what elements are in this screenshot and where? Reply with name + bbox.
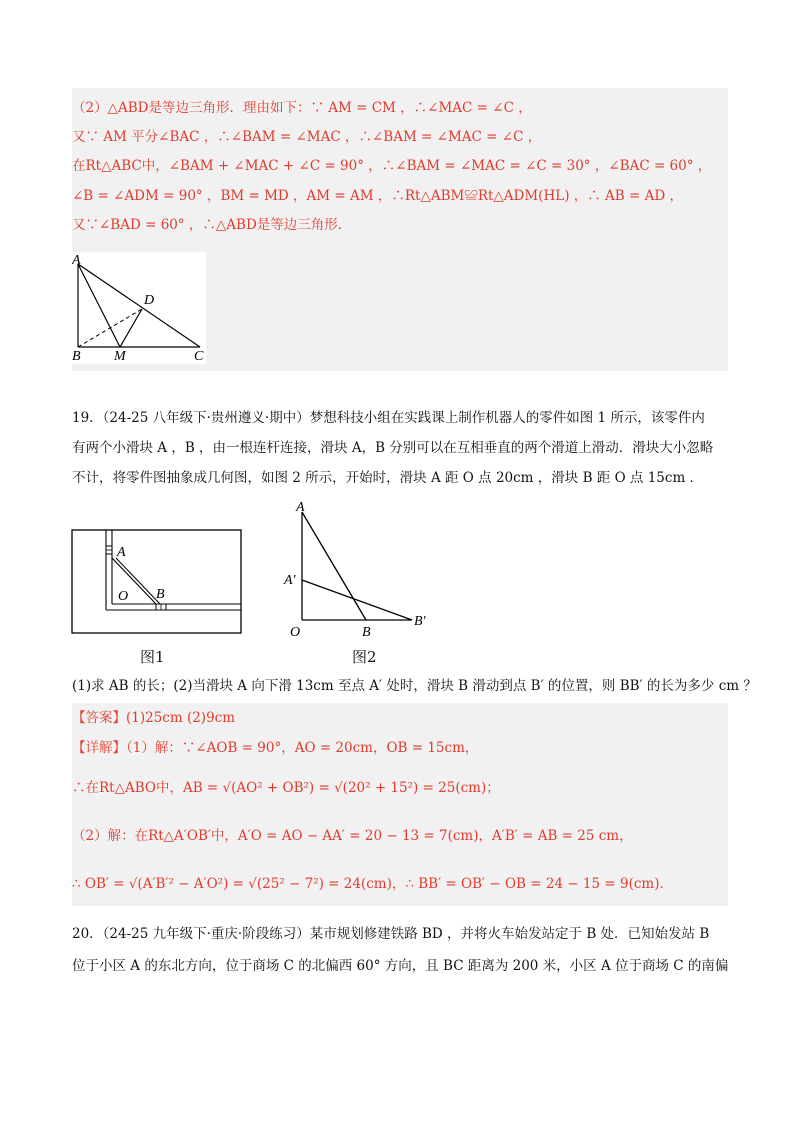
q19-line-1: 19．（24-25 八年级下·贵州遵义·期中）梦想科技小组在实践课上制作机器人的零件如图 1 所示，该零件内: [72, 410, 705, 426]
proof-line-4: ∠B = ∠ADM = 90° ，BM = MD ，AM = AM ，∴Rt△ABM≌Rt△ADM(HL) ，∴ AB = AD ，: [72, 188, 683, 204]
fig2-label-b-prime: B′: [414, 614, 426, 629]
proof-line-5: 又∵∠BAD = 60° ，∴△ABD是等边三角形．: [72, 217, 352, 233]
fig-label-m: M: [114, 349, 126, 364]
fig2-label-b: B: [362, 625, 371, 640]
triangle-figure-abc: [72, 252, 206, 364]
fig-label-c: C: [194, 349, 204, 364]
figure-2-geometry: [282, 498, 438, 640]
proof-line-2: 又∵ AM 平分∠BAC ，∴∠BAM = ∠MAC ，∴∠BAM = ∠MAC = ∠C ，: [72, 129, 542, 145]
detail-text-1: （1）解：∵∠AOB = 90°，AO = 20cm，OB = 15cm，: [126, 740, 479, 756]
detail-line-4: ∴ OB′ = √(A′B′² − A′O²) = √(25² − 7²) = 24(cm)，∴ BB′ = OB′ − OB = 24 − 15 = 9(cm)．: [72, 876, 673, 892]
q19-line-2: 有两个小滑块 A ，B ，由一根连杆连接，滑块 A，B 分别可以在互相垂直的两个滑道上滑动．滑块大小忽略: [72, 440, 714, 456]
q19-question: (1)求 AB 的长；(2)当滑块 A 向下滑 13cm 至点 A′ 处时，滑块 B 滑动到点 B′ 的位置，则 BB′ 的长为多少 cm ？: [72, 678, 757, 694]
fig-label-a: A: [72, 253, 81, 268]
answer-value: (1)25cm (2)9cm: [126, 710, 236, 726]
detail-line-2: ∴在Rt△ABO中，AB = √(AO² + OB²) = √(20² + 15²) = 25(cm)；: [72, 780, 500, 796]
proof-line-3: 在Rt△ABC中，∠BAM + ∠MAC + ∠C = 90° ，∴∠BAM = ∠MAC = ∠C = 30° ，∠BAC = 60° ，: [72, 158, 712, 174]
fig1-label-a: A: [117, 545, 126, 560]
detail-line-1: [72, 738, 728, 758]
fig-label-b: B: [72, 349, 81, 364]
proof-line-1: （2）△ABD是等边三角形．理由如下：∵ AM = CM ，∴∠MAC = ∠C ，: [72, 100, 532, 116]
q20-line-2: 位于小区 A 的东北方向，位于商场 C 的北偏西 60° 方向，且 BC 距离为 200 米，小区 A 位于商场 C 的南偏: [72, 958, 729, 974]
answer-line: [72, 708, 728, 728]
answer-tag: 【答案】: [72, 710, 126, 726]
fig1-label-o: O: [118, 589, 129, 604]
fig2-label-o: O: [290, 625, 301, 640]
detail-line-3: （2）解：在Rt△A′OB′中，A′O = AO − AA′ = 20 − 13 = 7(cm)，A′B′ = AB = 25 cm，: [72, 828, 633, 844]
q20-line-1: 20．（24-25 九年级下·重庆·阶段练习）某市规划修建铁路 BD ，并将火车始发站定于 B 处．已知始发站 B: [72, 926, 710, 942]
fig-label-d: D: [144, 293, 155, 308]
fig2-label-a-prime: A′: [284, 573, 296, 588]
detail-tag: 【详解】: [72, 740, 126, 756]
figure-2-caption: 图2: [352, 648, 377, 666]
figure-1-caption: 图1: [140, 648, 165, 666]
fig2-label-a: A: [296, 500, 305, 515]
q19-line-3: 不计，将零件图抽象成几何图，如图 2 所示，开始时，滑块 A 距 O 点 20cm ，滑块 B 距 O 点 15cm ．: [72, 470, 704, 486]
figure-1-slider-part: [70, 528, 246, 638]
fig1-label-b: B: [156, 587, 165, 602]
